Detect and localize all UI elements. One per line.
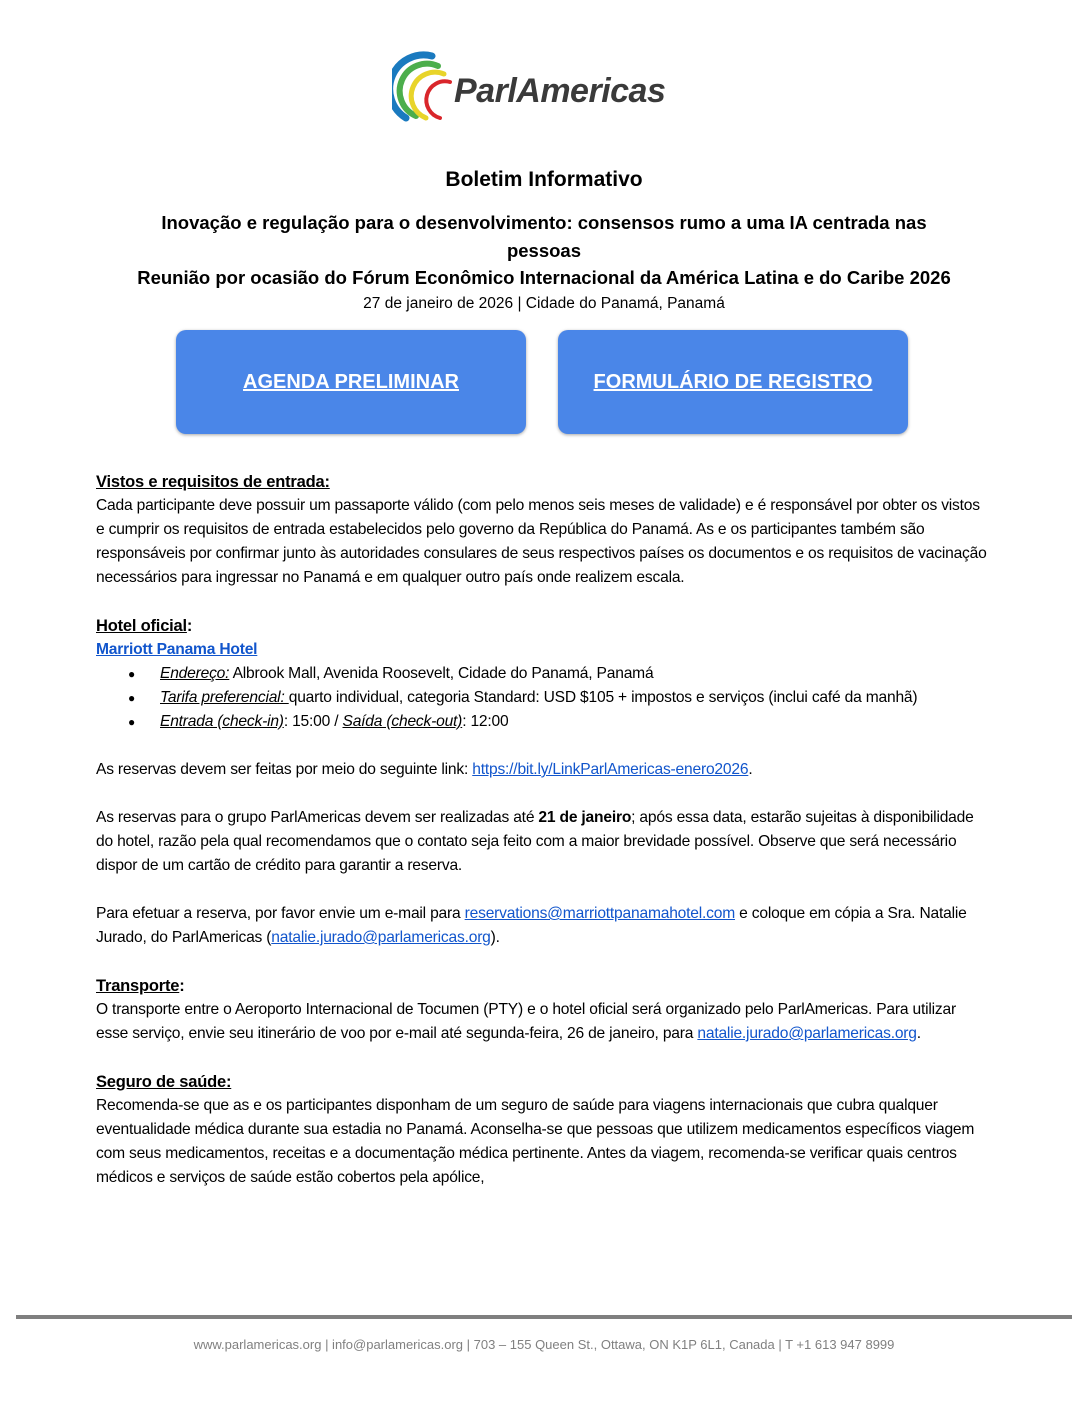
event-subtitle-line1: Inovação e regulação para o desenvolvimento: consensos rumo a uma IA centrada nas [161,212,927,233]
email-mid: e coloque em cópia a Sra. Natalie Jurado, do ParlAmericas ( [96,905,967,946]
booking-email-paragraph [96,902,988,950]
transport-heading-colon: : [179,977,185,995]
registration-form-button[interactable] [558,330,908,434]
hotel-details-list [96,662,988,734]
hotel-address-item [160,662,988,686]
transport-end: . [916,1025,921,1042]
meeting-title: Reunião por ocasião do Fórum Econômico Internacional da América Latina e do Caribe 2026 [137,267,951,288]
visas-heading [96,470,988,494]
hotel-email-link[interactable]: reservations@marriottpanamahotel.com [464,905,736,922]
rate-label: Tarifa preferencial: [160,689,289,706]
contact-email-link[interactable]: natalie.jurado@parlamericas.org [271,929,491,946]
address-value: Albrook Mall, Avenida Roosevelt, Cidade do Panamá, Panamá [229,665,654,682]
checkin-label: Entrada (check-in) [160,713,284,730]
agenda-button-label: AGENDA PRELIMINAR [243,370,459,393]
hotel-heading-colon: : [186,617,193,635]
health-heading [96,1070,988,1094]
rate-value: quarto individual, categoria Standard: USD $105 + impostos e serviços (inclui café da manhã) [288,689,918,706]
address-label: Endereço: [160,665,230,682]
transport-text: O transporte entre o Aeroporto Internacional de Tocumen (PTY) e o hotel oficial será organizado pelo ParlAmericas. Para utilizar esse serviço, envie seu itinerário de voo por e-mail até segunda-feira, 26 de janeiro, para [96,1001,956,1042]
transport-body [96,998,988,1046]
checkin-value: : 15:00 / [283,713,343,730]
hotel-name-link[interactable]: Marriott Panama Hotel [96,641,258,658]
deadline-post: ; após essa data, estarão sujeitas à disponibilidade do hotel, razão pela qual recomendamos que o contato seja feito com a maior brevidade possível. Observe que será necessário dispor de um cartão de crédito para garantir a reserva. [96,809,974,874]
transport-heading-text: Transporte [96,977,180,995]
bulletin-title: Boletim Informativo [445,168,643,191]
booking-end: . [748,761,753,778]
email-end: ). [490,929,500,946]
transport-heading [96,974,988,998]
event-subtitle [0,209,1088,265]
bulletin-body [96,470,988,1190]
booking-link[interactable]: https://bit.ly/LinkParlAmericas-enero2026 [472,761,749,778]
agenda-button[interactable] [176,330,526,434]
deadline-date: 21 de janeiro [538,809,632,826]
checkout-label: Saída (check-out) [342,713,463,730]
event-subtitle-line2: pessoas [506,240,582,261]
booking-link-paragraph [96,758,988,782]
booking-text: As reservas devem ser feitas por meio do seguinte link: [96,761,473,778]
booking-deadline-paragraph [96,806,988,878]
visas-heading-text: Vistos e requisitos de entrada: [96,473,330,491]
transport-email-link[interactable]: natalie.jurado@parlamericas.org [697,1025,917,1042]
visas-body: Cada participante deve possuir um passaporte válido (com pelo menos seis meses de validade) e é responsável por obter os vistos e cumprir os requisitos de entrada estabelecidos pelo governo da República do Panamá. As e os participantes também são responsáveis por confirmar junto às autoridades consulares de seus respectivos países os documentos e os requisitos de vacinação necessários para ingressar no Panamá e em qualquer outro país onde realizem escala. [96,497,987,586]
footer-divider [16,1315,1072,1319]
registration-form-button-label: FORMULÁRIO DE REGISTRO [593,370,873,393]
deadline-pre: As reservas para o grupo ParlAmericas devem ser realizadas até [96,809,539,826]
checkout-value: : 12:00 [462,713,509,730]
hotel-heading-text: Hotel oficial [96,617,187,635]
hotel-heading [96,614,988,638]
health-heading-text: Seguro de saúde: [96,1073,232,1091]
logo-text: ParlAmericas [454,72,666,110]
hotel-rate-item [160,686,988,710]
hotel-checkin-item [160,710,988,734]
event-dateline: 27 de janeiro de 2026 | Cidade do Panamá, Panamá [363,295,725,312]
email-pre: Para efetuar a reserva, por favor envie um e-mail para [96,905,465,922]
health-body: Recomenda-se que as e os participantes disponham de um seguro de saúde para viagens internacionais que cubra qualquer eventualidade médica durante sua estadia no Panamá. Aconselha-se que pessoas que utilizem medicamentos específicos viagem com seus medicamentos, receitas e a documentação médica pertinente. Antes da viagem, recomenda-se verificar quais centros médicos e serviços de saúde estão cobertos pela apólice, [96,1097,975,1186]
parlamericas-logo [392,50,702,130]
footer-contact: www.parlamericas.org | info@parlamericas.org | 703 – 155 Queen St., Ottawa, ON K1P 6L1, Canada | T +1 613 947 8999 [193,1337,895,1352]
